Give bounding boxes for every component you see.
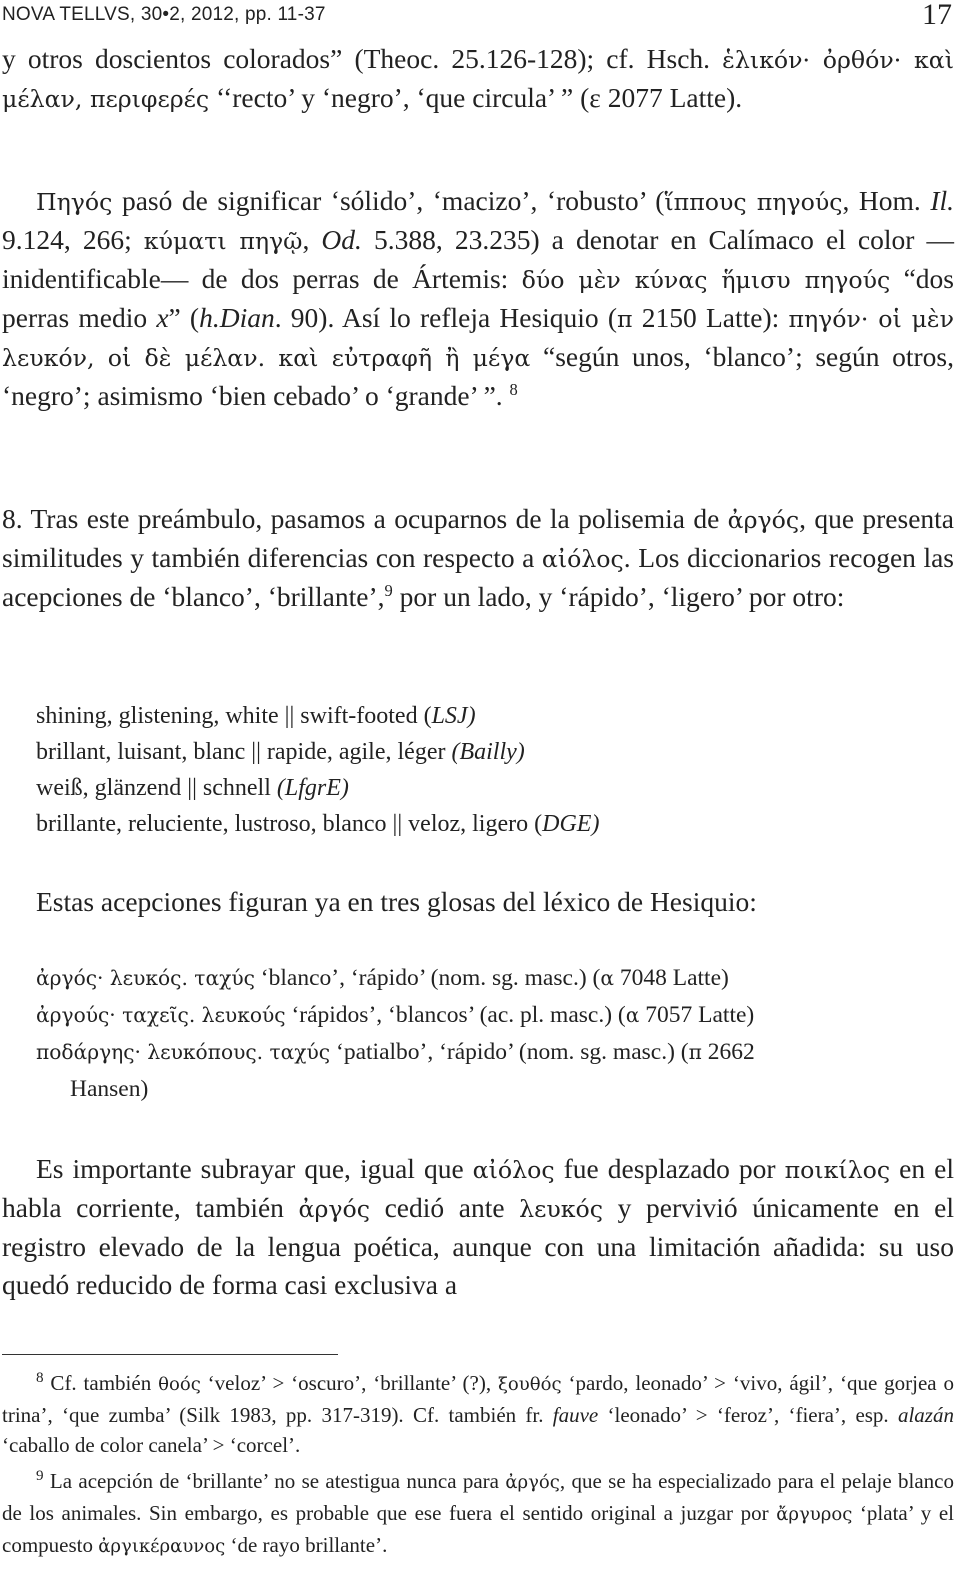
- definition-line: brillante, reluciente, lustroso, blanco || veloz, ligero (DGE): [36, 811, 600, 837]
- definitions-block: [2, 698, 954, 842]
- definition-line: shining, glistening, white || swift-footed (LSJ): [36, 703, 476, 729]
- paragraph-3: 8. Tras este preámbulo, pasamos a ocuparnos de la polisemia de ἀργός, que presenta similitudes y también diferencias con respecto a αἰόλος. Los diccionarios recogen las acepciones de ‘blanco’, ‘brillante’,$^9$ por un lado, y ‘rápido’, ‘ligero’ por otro:: [2, 503, 954, 612]
- definition-line: weiß, glänzend || schnell (LfgrE): [36, 775, 349, 801]
- paragraph-3-block: [2, 500, 954, 616]
- paragraph-1: y otros doscientos colorados” (Theoc. 25.126-128); cf. Hsch. ἑλικόν· ὀρθόν· καὶ μέλαν, περιφερές ‘‘recto’ y ‘negro’, ‘que circula’ ” (ε 2077 Latte).: [2, 43, 955, 113]
- source-abbr: (Bailly): [451, 739, 525, 765]
- source-abbr: (LfgrE): [276, 775, 349, 801]
- footnotes-block: [2, 1368, 954, 1562]
- page-number: 17: [922, 0, 952, 31]
- journal-citation: NOVA TELLVS, 30•2, 2012, pp. 11-37: [2, 4, 326, 25]
- glosses-block: [2, 960, 954, 1108]
- footnote-ref-8[interactable]: 8: [509, 379, 518, 399]
- definition-line: brillant, luisant, blanc || rapide, agile, léger (Bailly): [36, 739, 525, 765]
- source-abbr: LSJ: [431, 703, 468, 729]
- gloss-line: ποδάργης· λευκόπους. ταχύς ‘patialbo’, ‘rápido’ (nom. sg. masc.) (π 2662: [36, 1039, 755, 1065]
- footnote-ref-9[interactable]: 9: [384, 580, 393, 600]
- gloss-line: ἀργούς· ταχεῖς. λευκούς ‘rápidos’, ‘blancos’ (ac. pl. masc.) (α 7057 Latte): [36, 1002, 755, 1028]
- paragraph-2: Πηγός pasó de significar ‘sólido’, ‘macizo’, ‘robusto’ (ἵππους πηγούς, Hom. Il. 9.124, 266; κύματι πηγῷ, Od. 5.388, 23.235) a denotar en Calímaco el color —inidentificable— de dos perras de Ártemis: δύο μὲν κύνας ἥμισυ πηγούς “dos perras medio x” (h.Dian. 90). Así lo refleja Hesiquio (π 2150 Latte): πηγόν· οἱ μὲν λευκόν, οἱ δὲ μέλαν. καὶ εὐτραφῆ ἢ μέγα “según unos, ‘blanco’; según otros, ‘negro’; asimismo ‘bien cebado’ o ‘grande’ ”. $^8$: [2, 185, 955, 411]
- paragraph-2-block: [2, 182, 954, 415]
- paragraph-4-block: [2, 883, 954, 921]
- footnote-9: $^9$ La acepción de ‘brillante’ no se atestigua nunca para ἀργός, que se ha especializado para el pelaje blanco de los animales. Sin embargo, es probable que ese fuera el sentido original a juzgar por ἄργυρος ‘plata’ y el compuesto ἀργικέραυνος ‘de rayo brillante’.: [2, 1468, 954, 1557]
- paragraph-5: Es importante subrayar que, igual que αἰόλος fue desplazado por ποικίλος en el habla corriente, también ἀργός cedió ante λευκός y pervivió únicamente en el registro elevado de la lengua poética, aunque con una limitación añadida: su uso quedó reducido de forma casi exclusiva a: [2, 1153, 954, 1300]
- gloss-line-continuation: Hansen): [70, 1076, 149, 1102]
- gloss-line: ἀργός· λευκός. ταχύς ‘blanco’, ‘rápido’ (nom. sg. masc.) (α 7048 Latte): [36, 965, 729, 991]
- definitions-list: [2, 698, 954, 842]
- paragraph-4: Estas acepciones figuran ya en tres glosas del léxico de Hesiquio:: [36, 886, 757, 917]
- page-header: [0, 0, 960, 40]
- footnote-8: $^8$ Cf. también θοός ‘veloz’ > ‘oscuro’, ‘brillante’ (?), ξουθός ‘pardo, leonado’ > ‘vivo, ágil’, ‘que gorjea o trina’, ‘que zumba’ (Silk 1983, pp. 317-319). Cf. también fr. fauve ‘leonado’ > ‘feroz’, ‘fiera’, esp. alazán ‘caballo de color canela’ > ‘corcel’.: [2, 1370, 954, 1457]
- paragraph-5-block: [2, 1150, 954, 1304]
- footnote-separator: [2, 1354, 338, 1355]
- hesychius-glosses: [2, 960, 954, 1108]
- source-abbr: DGE: [542, 811, 592, 837]
- paragraph-1-block: [2, 40, 954, 118]
